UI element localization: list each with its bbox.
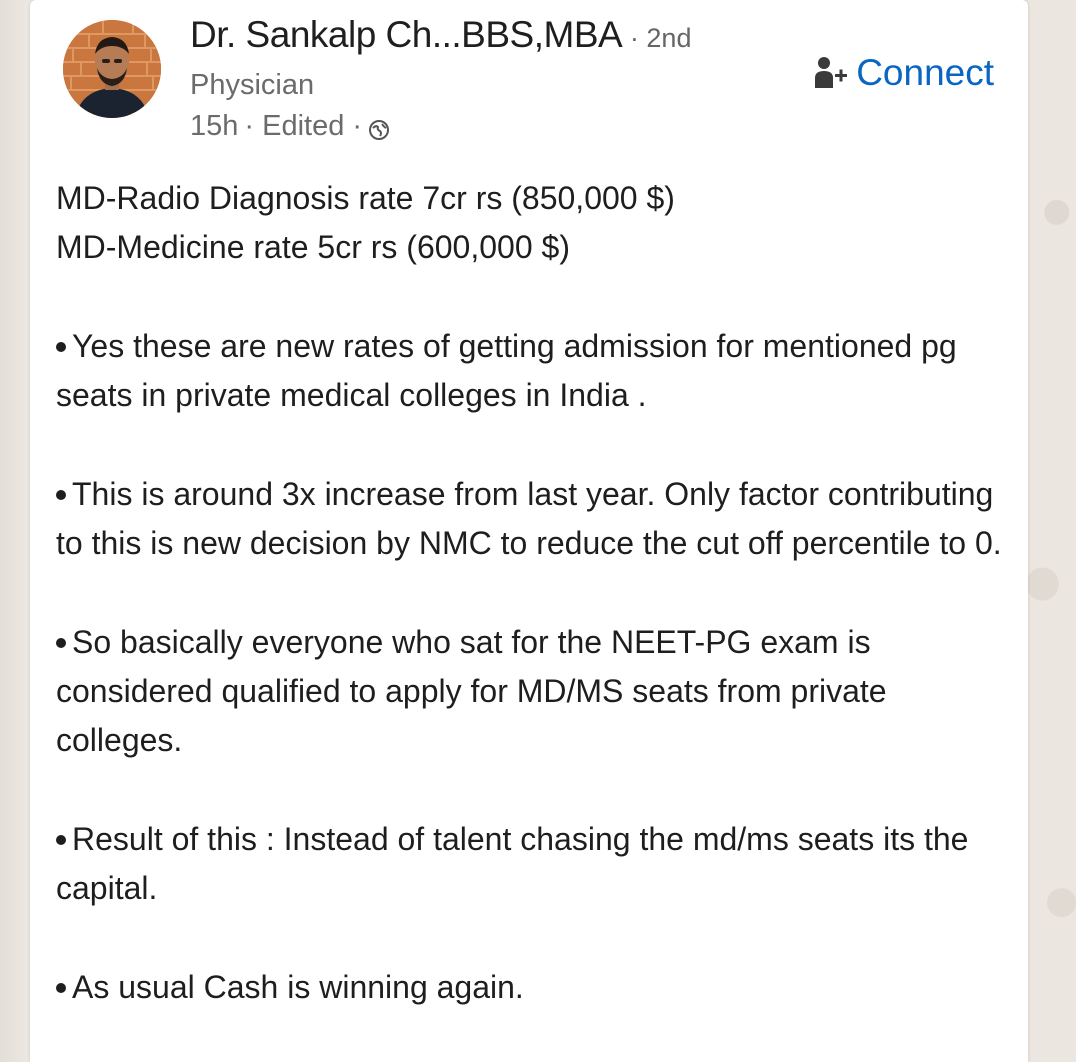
bullet-paragraph-5 [56,963,1006,1012]
bullet-paragraph-2 [56,470,1006,568]
bullet-icon [56,835,66,845]
author-name-line[interactable] [190,14,691,56]
globe-icon [368,116,390,138]
bullet-text: This is around 3x increase from last year. Only factor contributing to this is new decision by NMC to reduce the cut off percentile to 0. [56,476,1002,561]
bullet-icon [56,638,66,648]
bullet-icon [56,983,66,993]
background-left [0,0,30,1062]
avatar[interactable] [63,20,161,118]
add-person-icon [814,54,848,92]
bullet-paragraph-4 [56,815,1006,913]
post-edited: · Edited · [244,110,363,142]
rate-line-medicine: MD-Medicine rate 5cr rs (600,000 $) [56,229,570,265]
connect-label: Connect [856,52,994,93]
connection-degree: · 2nd [629,23,692,53]
bullet-text: Yes these are new rates of getting admission for mentioned pg seats in private medical colleges in India . [56,328,957,413]
rate-line-radio: MD-Radio Diagnosis rate 7cr rs (850,000 $) [56,180,675,216]
bullet-icon [56,490,66,500]
bullet-paragraph-1 [56,322,1006,420]
post-card [30,0,1028,1062]
avatar-photo [63,20,161,118]
author-name[interactable]: Dr. Sankalp Ch...BBS,MBA [190,14,621,55]
bullet-paragraph-3 [56,618,1006,765]
post-time: 15h [190,110,239,142]
author-headline: Physician [190,69,315,101]
post-body [56,174,1006,1012]
bullet-text: As usual Cash is winning again. [72,969,524,1005]
connect-button[interactable] [814,52,994,94]
bullet-text: Result of this : Instead of talent chasing the md/ms seats its the capital. [56,821,969,906]
bullet-text: So basically everyone who sat for the NEET-PG exam is considered qualified to apply for MD/MS seats from private colleges. [56,624,887,758]
post-meta [190,110,390,143]
bullet-icon [56,342,66,352]
background-right [1028,0,1076,1062]
